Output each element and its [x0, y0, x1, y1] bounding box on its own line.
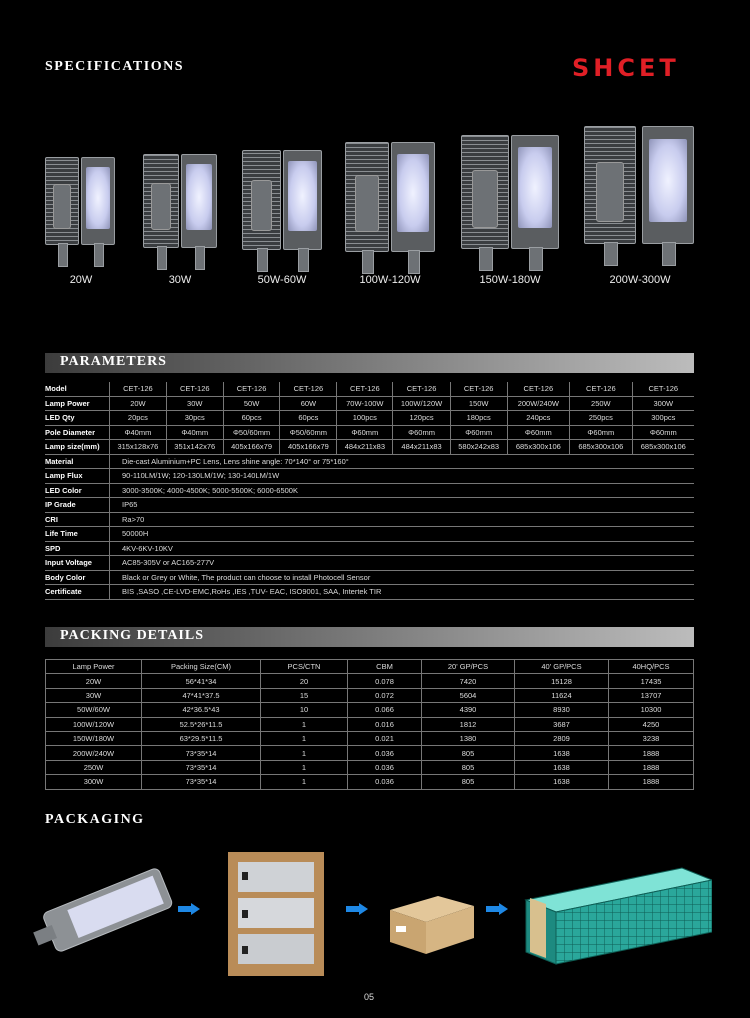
table-row	[45, 425, 694, 440]
table-cell: 300pcs	[632, 411, 694, 426]
table-cell: 685x300x106	[507, 440, 570, 455]
table-cell: 685x300x106	[570, 440, 633, 455]
table-row	[45, 440, 694, 455]
parameters-heading: PARAMETERS	[60, 354, 167, 369]
table-cell: 300W	[46, 775, 142, 789]
row-label: IP Grade	[45, 498, 110, 513]
table-cell: 50W	[223, 396, 280, 411]
table-cell: 20W	[46, 674, 142, 688]
table-cell: 300W	[632, 396, 694, 411]
table-cell: 20	[261, 674, 348, 688]
row-label: CRI	[45, 512, 110, 527]
table-cell: 60pcs	[223, 411, 280, 426]
table-cell: 1	[261, 746, 348, 760]
table-cell: CET-126	[570, 382, 633, 396]
row-label: Model	[45, 382, 110, 396]
row-label: Lamp Power	[45, 396, 110, 411]
table-cell: 250W	[46, 760, 142, 774]
table-row	[45, 570, 694, 585]
table-cell: 8930	[515, 703, 609, 717]
row-label: Lamp Flux	[45, 469, 110, 484]
table-cell: 47*41*37.5	[142, 688, 261, 702]
table-cell: 484x211x83	[337, 440, 393, 455]
table-cell: 405x166x79	[223, 440, 280, 455]
table-cell: Φ60mm	[337, 425, 393, 440]
table-row	[46, 717, 694, 731]
table-row	[45, 498, 694, 513]
row-label: Material	[45, 454, 110, 469]
table-cell: 73*35*14	[142, 746, 261, 760]
table-cell: 15	[261, 688, 348, 702]
column-header: PCS/CTN	[261, 660, 348, 674]
lamp-label-200w-300w: 200W-300W	[609, 274, 671, 286]
table-cell: Φ50/60mm	[223, 425, 280, 440]
table-cell: CET-126	[110, 382, 167, 396]
table-cell: CET-126	[393, 382, 450, 396]
table-header-row	[46, 660, 694, 674]
page-title: SPECIFICATIONS	[45, 59, 184, 74]
carton-box-photo	[382, 892, 478, 958]
table-cell: 60W	[280, 396, 337, 411]
table-cell: 1	[261, 760, 348, 774]
table-row	[46, 731, 694, 745]
table-cell: 0.021	[348, 731, 422, 745]
lamp-label-50w-60w: 50W-60W	[257, 274, 307, 286]
table-cell: 805	[422, 760, 515, 774]
table-cell: 0.036	[348, 775, 422, 789]
table-cell: AC85-305V or AC165-277V	[110, 556, 695, 571]
table-cell: 7420	[422, 674, 515, 688]
table-cell: 1888	[609, 760, 694, 774]
lamp-label-20w: 20W	[69, 274, 93, 286]
table-cell: 90-110LM/1W; 120-130LM/1W; 130-140LM/1W	[110, 469, 695, 484]
table-cell: 2809	[515, 731, 609, 745]
table-cell: 15128	[515, 674, 609, 688]
table-cell: 180pcs	[450, 411, 507, 426]
table-cell: CET-126	[280, 382, 337, 396]
row-label: Input Voltage	[45, 556, 110, 571]
table-cell: 200W/240W	[46, 746, 142, 760]
table-cell: 484x211x83	[393, 440, 450, 455]
table-cell: CET-126	[337, 382, 393, 396]
table-row	[45, 512, 694, 527]
table-cell: 30W	[166, 396, 223, 411]
table-cell: 3687	[515, 717, 609, 731]
table-cell: 250pcs	[570, 411, 633, 426]
container-loading-diagram	[516, 856, 712, 966]
packing-heading: PACKING DETAILS	[60, 628, 205, 643]
table-cell: Φ60mm	[450, 425, 507, 440]
table-cell: CET-126	[632, 382, 694, 396]
table-cell: 100W/120W	[46, 717, 142, 731]
row-label: Life Time	[45, 527, 110, 542]
row-label: Body Color	[45, 570, 110, 585]
table-cell: 1888	[609, 746, 694, 760]
table-cell: 1812	[422, 717, 515, 731]
table-cell: 50W/60W	[46, 703, 142, 717]
table-row	[46, 746, 694, 760]
table-cell: 315x128x76	[110, 440, 167, 455]
table-cell: 56*41*34	[142, 674, 261, 688]
table-cell: 73*35*14	[142, 775, 261, 789]
table-row	[46, 703, 694, 717]
table-cell: 805	[422, 746, 515, 760]
table-cell: Φ60mm	[507, 425, 570, 440]
row-label: Lamp size(mm)	[45, 440, 110, 455]
column-header: Lamp Power	[46, 660, 142, 674]
table-cell: 405x166x79	[280, 440, 337, 455]
row-label: LED Color	[45, 483, 110, 498]
table-cell: 150W	[450, 396, 507, 411]
table-cell: CET-126	[507, 382, 570, 396]
table-cell: 10	[261, 703, 348, 717]
table-cell: Die-cast Aluminium+PC Lens, Lens shine angle: 70*140° or 75*160°	[110, 454, 695, 469]
table-cell: CET-126	[223, 382, 280, 396]
table-cell: 0.036	[348, 760, 422, 774]
table-cell: 10300	[609, 703, 694, 717]
column-header: CBM	[348, 660, 422, 674]
table-cell: 4250	[609, 717, 694, 731]
row-label: Certificate	[45, 585, 110, 600]
page-number: 05	[364, 992, 375, 1002]
table-cell: 30pcs	[166, 411, 223, 426]
table-cell: 0.066	[348, 703, 422, 717]
table-cell: 0.072	[348, 688, 422, 702]
lamp-label-100w-120w: 100W-120W	[359, 274, 421, 286]
table-row	[45, 469, 694, 484]
table-cell: CET-126	[166, 382, 223, 396]
table-cell: Black or Grey or White, The product can choose to install Photocell Sensor	[110, 570, 695, 585]
table-cell: CET-126	[450, 382, 507, 396]
table-cell: 50000H	[110, 527, 695, 542]
table-cell: 63*29.5*11.5	[142, 731, 261, 745]
table-cell: 13707	[609, 688, 694, 702]
table-cell: 685x300x106	[632, 440, 694, 455]
table-cell: Φ60mm	[393, 425, 450, 440]
table-row	[45, 382, 694, 396]
table-row	[46, 775, 694, 789]
parameters-table	[45, 382, 694, 600]
table-cell: BIS ,SASO ,CE-LVD-EMC,RoHs ,IES ,TUV- EAC, ISO9001, SAA, Intertek TIR	[110, 585, 695, 600]
packaging-heading: PACKAGING	[45, 812, 145, 827]
table-row	[45, 556, 694, 571]
table-cell: 4390	[422, 703, 515, 717]
table-cell: 580x242x83	[450, 440, 507, 455]
table-row	[45, 396, 694, 411]
table-cell: 17435	[609, 674, 694, 688]
table-cell: 805	[422, 775, 515, 789]
table-cell: 1	[261, 717, 348, 731]
table-cell: 120pcs	[393, 411, 450, 426]
table-cell: 1	[261, 731, 348, 745]
table-cell: 200W/240W	[507, 396, 570, 411]
table-cell: 73*35*14	[142, 760, 261, 774]
row-label: Pole Diameter	[45, 425, 110, 440]
table-cell: 3000-3500K; 4000-4500K; 5000-5500K; 6000-6500K	[110, 483, 695, 498]
table-cell: Φ40mm	[110, 425, 167, 440]
table-cell: 240pcs	[507, 411, 570, 426]
table-row	[46, 688, 694, 702]
table-cell: 150W/180W	[46, 731, 142, 745]
column-header: 40' GP/PCS	[515, 660, 609, 674]
table-cell: 20pcs	[110, 411, 167, 426]
table-cell: 0.036	[348, 746, 422, 760]
table-cell: 0.016	[348, 717, 422, 731]
table-cell: 1	[261, 775, 348, 789]
carton-interior-photo	[228, 852, 324, 976]
table-cell: 3238	[609, 731, 694, 745]
column-header: 40HQ/PCS	[609, 660, 694, 674]
table-cell: 351x142x76	[166, 440, 223, 455]
table-cell: 100pcs	[337, 411, 393, 426]
table-cell: 1380	[422, 731, 515, 745]
street-lamp-photo	[30, 860, 180, 960]
row-label: SPD	[45, 541, 110, 556]
table-row	[46, 760, 694, 774]
table-cell: 70W-100W	[337, 396, 393, 411]
table-row	[45, 527, 694, 542]
table-row	[45, 483, 694, 498]
table-row	[45, 541, 694, 556]
lamp-label-30w: 30W	[168, 274, 192, 286]
table-cell: 250W	[570, 396, 633, 411]
table-row	[45, 585, 694, 600]
table-cell: 60pcs	[280, 411, 337, 426]
table-cell: 100W/120W	[393, 396, 450, 411]
column-header: 20' GP/PCS	[422, 660, 515, 674]
table-cell: 0.078	[348, 674, 422, 688]
table-cell: Ra>70	[110, 512, 695, 527]
table-row	[46, 674, 694, 688]
table-cell: Φ40mm	[166, 425, 223, 440]
parameters-heading-bar	[45, 353, 694, 373]
table-cell: 11624	[515, 688, 609, 702]
table-cell: Φ50/60mm	[280, 425, 337, 440]
table-cell: 52.5*26*11.5	[142, 717, 261, 731]
row-label: LED Qty	[45, 411, 110, 426]
table-cell: 42*36.5*43	[142, 703, 261, 717]
table-cell: IP65	[110, 498, 695, 513]
table-cell: 5604	[422, 688, 515, 702]
table-cell: Φ60mm	[570, 425, 633, 440]
table-cell: 20W	[110, 396, 167, 411]
lamp-label-150w-180w: 150W-180W	[479, 274, 541, 286]
table-cell: 1888	[609, 775, 694, 789]
table-cell: 1638	[515, 775, 609, 789]
table-cell: 1638	[515, 760, 609, 774]
table-row	[45, 454, 694, 469]
column-header: Packing Size(CM)	[142, 660, 261, 674]
table-cell: 30W	[46, 688, 142, 702]
packing-table	[45, 659, 694, 790]
table-cell: Φ60mm	[632, 425, 694, 440]
table-row	[45, 411, 694, 426]
table-cell: 4KV-6KV-10KV	[110, 541, 695, 556]
brand-logo: SHCET	[572, 54, 680, 82]
packing-heading-bar	[45, 627, 694, 647]
table-cell: 1638	[515, 746, 609, 760]
